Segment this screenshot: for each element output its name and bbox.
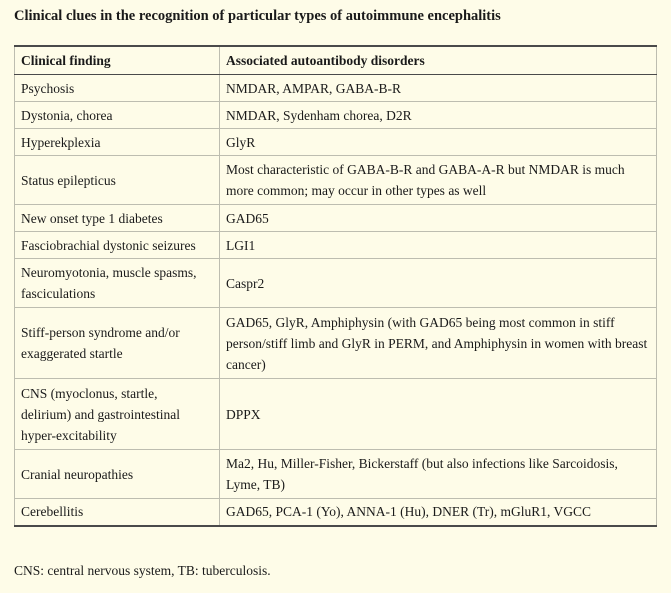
finding-cell: New onset type 1 diabetes	[15, 205, 220, 232]
header-associated-disorders: Associated autoantibody disorders	[220, 46, 657, 75]
table-row	[15, 232, 657, 259]
disorders-cell: GlyR	[220, 129, 657, 156]
disorders-cell: Most characteristic of GABA-B-R and GABA-A-R but NMDAR is much more common; may occur in other types as well	[220, 156, 657, 205]
table-row	[15, 75, 657, 102]
finding-cell: Hyperekplexia	[15, 129, 220, 156]
finding-cell: Cerebellitis	[15, 499, 220, 526]
disorders-cell: Caspr2	[220, 259, 657, 308]
finding-cell: Status epilepticus	[15, 156, 220, 205]
disorders-cell: GAD65	[220, 205, 657, 232]
disorders-cell: GAD65, GlyR, Amphiphysin (with GAD65 being most common in stiff person/stiff limb and GlyR in PERM, and Amphiphysin in women with breast cancer)	[220, 308, 657, 379]
disorders-cell: LGI1	[220, 232, 657, 259]
table-title: Clinical clues in the recognition of particular types of autoimmune encephalitis	[14, 8, 501, 24]
table-row	[15, 499, 657, 526]
finding-cell: Stiff-person syndrome and/or exaggerated startle	[15, 308, 220, 379]
disorders-cell: NMDAR, Sydenham chorea, D2R	[220, 102, 657, 129]
disorders-cell: GAD65, PCA-1 (Yo), ANNA-1 (Hu), DNER (Tr), mGluR1, VGCC	[220, 499, 657, 526]
table-header-row	[15, 46, 657, 75]
header-clinical-finding: Clinical finding	[15, 46, 220, 75]
finding-cell: CNS (myoclonus, startle, delirium) and gastrointestinal hyper-excitability	[15, 379, 220, 450]
clinical-clues-table	[14, 45, 657, 527]
table-row	[15, 205, 657, 232]
table-row	[15, 308, 657, 379]
disorders-cell: NMDAR, AMPAR, GABA-B-R	[220, 75, 657, 102]
table-footnote: CNS: central nervous system, TB: tuberculosis.	[14, 563, 271, 578]
finding-cell: Dystonia, chorea	[15, 102, 220, 129]
table-row	[15, 102, 657, 129]
table-row	[15, 379, 657, 450]
table-row	[15, 156, 657, 205]
table-row	[15, 450, 657, 499]
finding-cell: Psychosis	[15, 75, 220, 102]
disorders-cell: DPPX	[220, 379, 657, 450]
finding-cell: Cranial neuropathies	[15, 450, 220, 499]
disorders-cell: Ma2, Hu, Miller-Fisher, Bickerstaff (but also infections like Sarcoidosis, Lyme, TB)	[220, 450, 657, 499]
table-row	[15, 129, 657, 156]
finding-cell: Fasciobrachial dystonic seizures	[15, 232, 220, 259]
table-row	[15, 259, 657, 308]
finding-cell: Neuromyotonia, muscle spasms, fasciculations	[15, 259, 220, 308]
